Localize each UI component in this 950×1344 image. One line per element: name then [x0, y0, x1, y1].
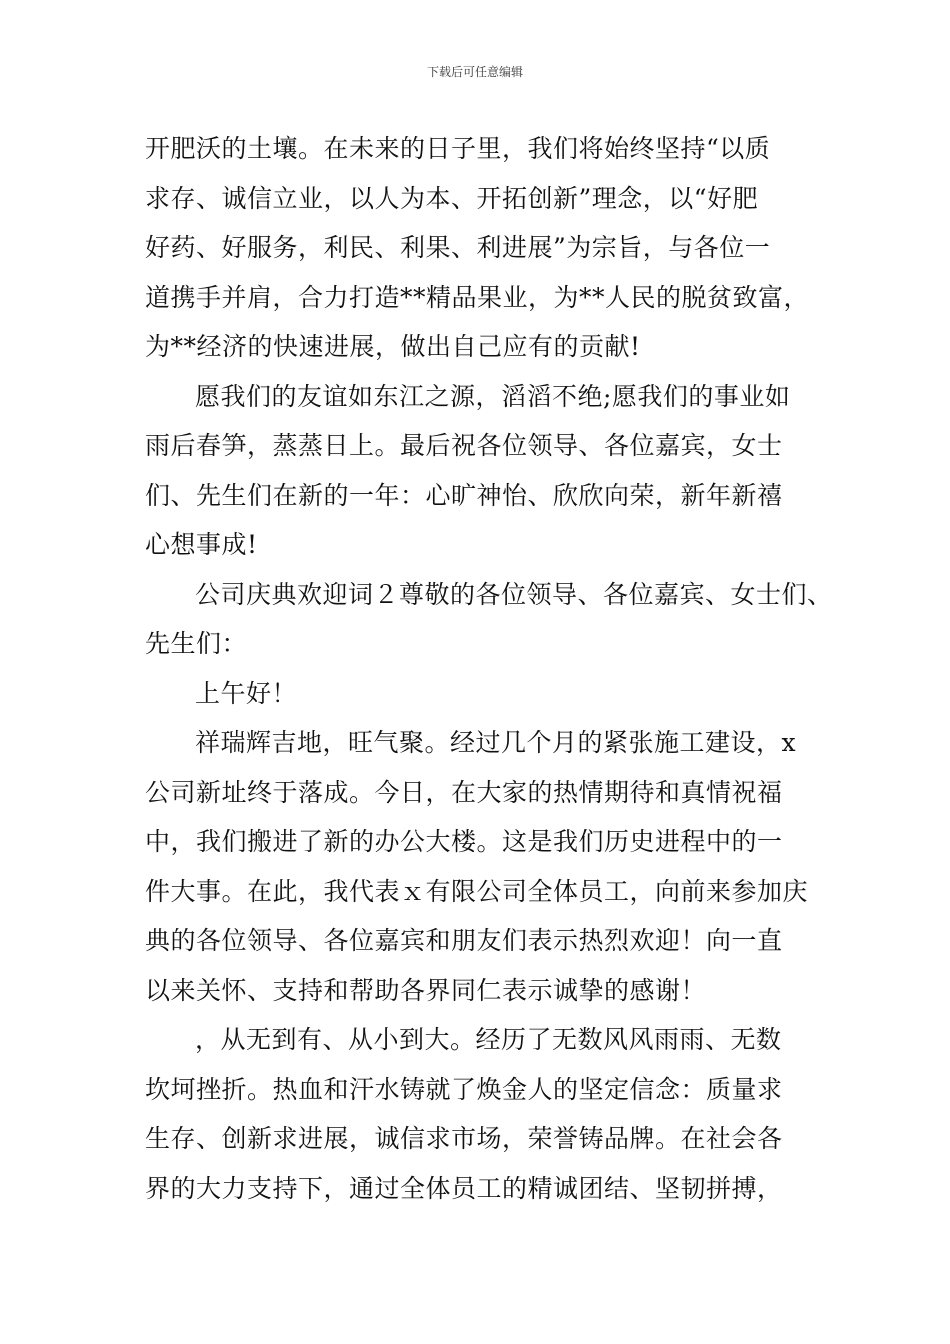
- text-line: 坎坷挫折。热血和汗水铸就了焕金人的坚定信念：质量求: [145, 1074, 783, 1104]
- text-line: 雨后春笋，蒸蒸日上。最后祝各位领导、各位嘉宾，女士: [145, 431, 783, 460]
- document-body: [145, 124, 833, 1213]
- paragraph-speech-title: [145, 570, 833, 669]
- text-line: 愿我们的友谊如东江之源，滔滔不绝;愿我们的事业如: [195, 381, 791, 411]
- text-line: 好药、好服务，利民、利果、利进展”为宗旨，与各位一: [145, 233, 771, 262]
- text-line: 为**经济的快速进展，做出自己应有的贡献!: [145, 332, 641, 361]
- text-line: 上午好！: [195, 678, 298, 708]
- page-header: 下载后可任意编辑: [426, 65, 523, 79]
- paragraph-new-office: [145, 718, 810, 1015]
- paragraph-closing-commitment: [145, 124, 810, 372]
- text-line: 们、先生们在新的一年：心旷神怡、欣欣向荣，新年新禧: [145, 480, 783, 510]
- text-line: 求存、诚信立业，以人为本、开拓创新”理念，以“好肥: [145, 183, 759, 213]
- text-line: 中，我们搬进了新的办公大楼。这是我们历史进程中的一: [145, 827, 783, 856]
- text-line: 祥瑞辉吉地，旺气聚。经过几个月的紧张施工建设，x: [195, 728, 797, 757]
- text-line: 公司新址终于落成。今日，在大家的热情期待和真情祝福: [145, 777, 783, 807]
- text-line: 界的大力支持下，通过全体员工的精诚团结、坚韧拼搏，: [145, 1173, 783, 1203]
- text-line: 心想事成!: [145, 530, 258, 559]
- text-line: 生存、创新求进展，诚信求市场，荣誉铸品牌。在社会各: [145, 1124, 783, 1153]
- text-line: 件大事。在此，我代表ｘ有限公司全体员工，向前来参加庆: [145, 876, 809, 906]
- text-line: 以来关怀、支持和帮助各界同仁表示诚挚的感谢！: [145, 975, 707, 1005]
- text-line: 典的各位领导、各位嘉宾和朋友们表示热烈欢迎！向一直: [145, 926, 783, 955]
- text-line: 公司庆典欢迎词２尊敬的各位领导、各位嘉宾、女士们、: [195, 579, 833, 609]
- text-line: 开肥沃的土壤。在未来的日子里，我们将始终坚持“以质: [145, 134, 771, 163]
- paragraph-greeting: [145, 669, 810, 719]
- text-line: 道携手并肩，合力打造**精品果业，为**人民的脱贫致富，: [145, 282, 810, 312]
- text-line: ，从无到有、从小到大。经历了无数风风雨雨、无数: [195, 1025, 782, 1054]
- text-line: 先生们：: [145, 629, 248, 658]
- paragraph-wishes: [145, 372, 810, 570]
- paragraph-history: [145, 1015, 810, 1213]
